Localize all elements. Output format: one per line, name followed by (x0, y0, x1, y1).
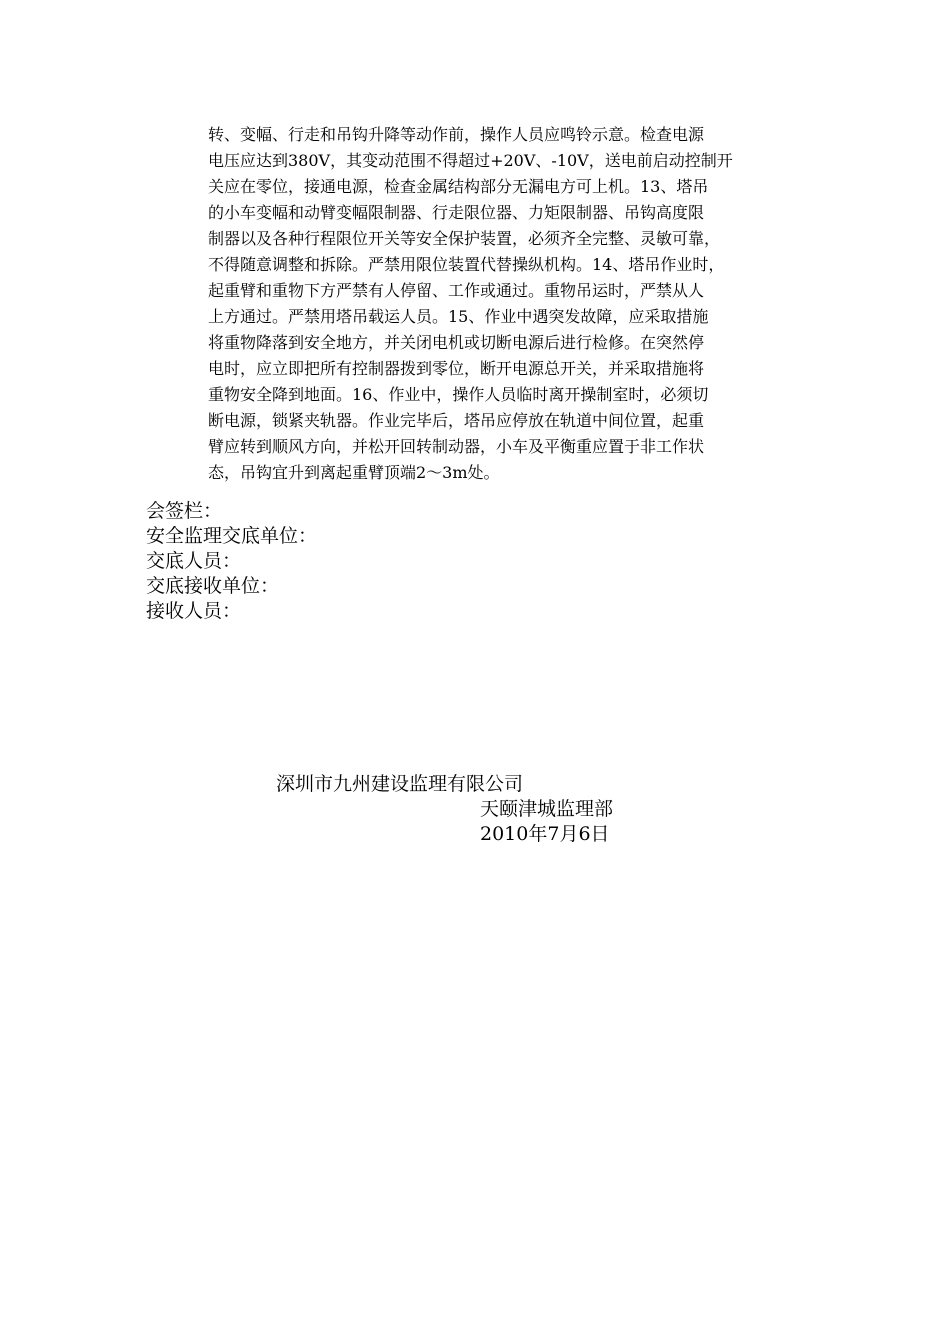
body-line: 转、变幅、行走和吊钩升降等动作前，操作人员应鸣铃示意。检查电源 (208, 125, 705, 144)
document-date: 2010年7月6日 (480, 823, 610, 845)
body-line: 断电源，锁紧夹轨器。作业完毕后，塔吊应停放在轨道中间位置，起重 (208, 411, 705, 430)
signoff-block (146, 499, 317, 624)
body-line: 电时，应立即把所有控制器拨到零位，断开电源总开关，并采取措施将 (208, 359, 705, 378)
company-name: 深圳市九州建设监理有限公司 (276, 773, 524, 795)
body-paragraph (208, 122, 820, 486)
body-line: 态，吊钩宜升到离起重臂顶端2～3m处。 (208, 463, 500, 482)
body-line: 制器以及各种行程限位开关等安全保护装置，必须齐全完整、灵敏可靠， (208, 229, 721, 248)
body-line: 的小车变幅和动臂变幅限制器、行走限位器、力矩限制器、吊钩高度限 (208, 203, 705, 222)
body-line: 电压应达到380V，其变动范围不得超过+20V、-10V，送电前启动控制开 (208, 151, 733, 170)
receiving-person-label: 接收人员： (146, 600, 242, 622)
body-line: 重物安全降到地面。16、作业中，操作人员临时离开操制室时，必须切 (208, 385, 709, 404)
department-name: 天颐津城监理部 (480, 798, 614, 820)
body-line: 臂应转到顺风方向，并松开回转制动器，小车及平衡重应置于非工作状 (208, 437, 705, 456)
receiving-unit-label: 交底接收单位： (146, 575, 280, 597)
body-line: 将重物降落到安全地方，并关闭电机或切断电源后进行检修。在突然停 (208, 333, 705, 352)
briefing-person-label: 交底人员： (146, 550, 242, 572)
briefing-unit-label: 安全监理交底单位： (146, 525, 318, 547)
body-line: 起重臂和重物下方严禁有人停留、工作或通过。重物吊运时，严禁从人 (208, 281, 705, 300)
body-line: 不得随意调整和拆除。严禁用限位装置代替操纵机构。14、塔吊作业时， (208, 255, 725, 274)
countersign-label: 会签栏： (146, 500, 223, 522)
body-line: 关应在零位，接通电源，检查金属结构部分无漏电方可上机。13、塔吊 (208, 177, 709, 196)
body-line: 上方通过。严禁用塔吊载运人员。15、作业中遇突发故障，应采取措施 (208, 307, 709, 326)
